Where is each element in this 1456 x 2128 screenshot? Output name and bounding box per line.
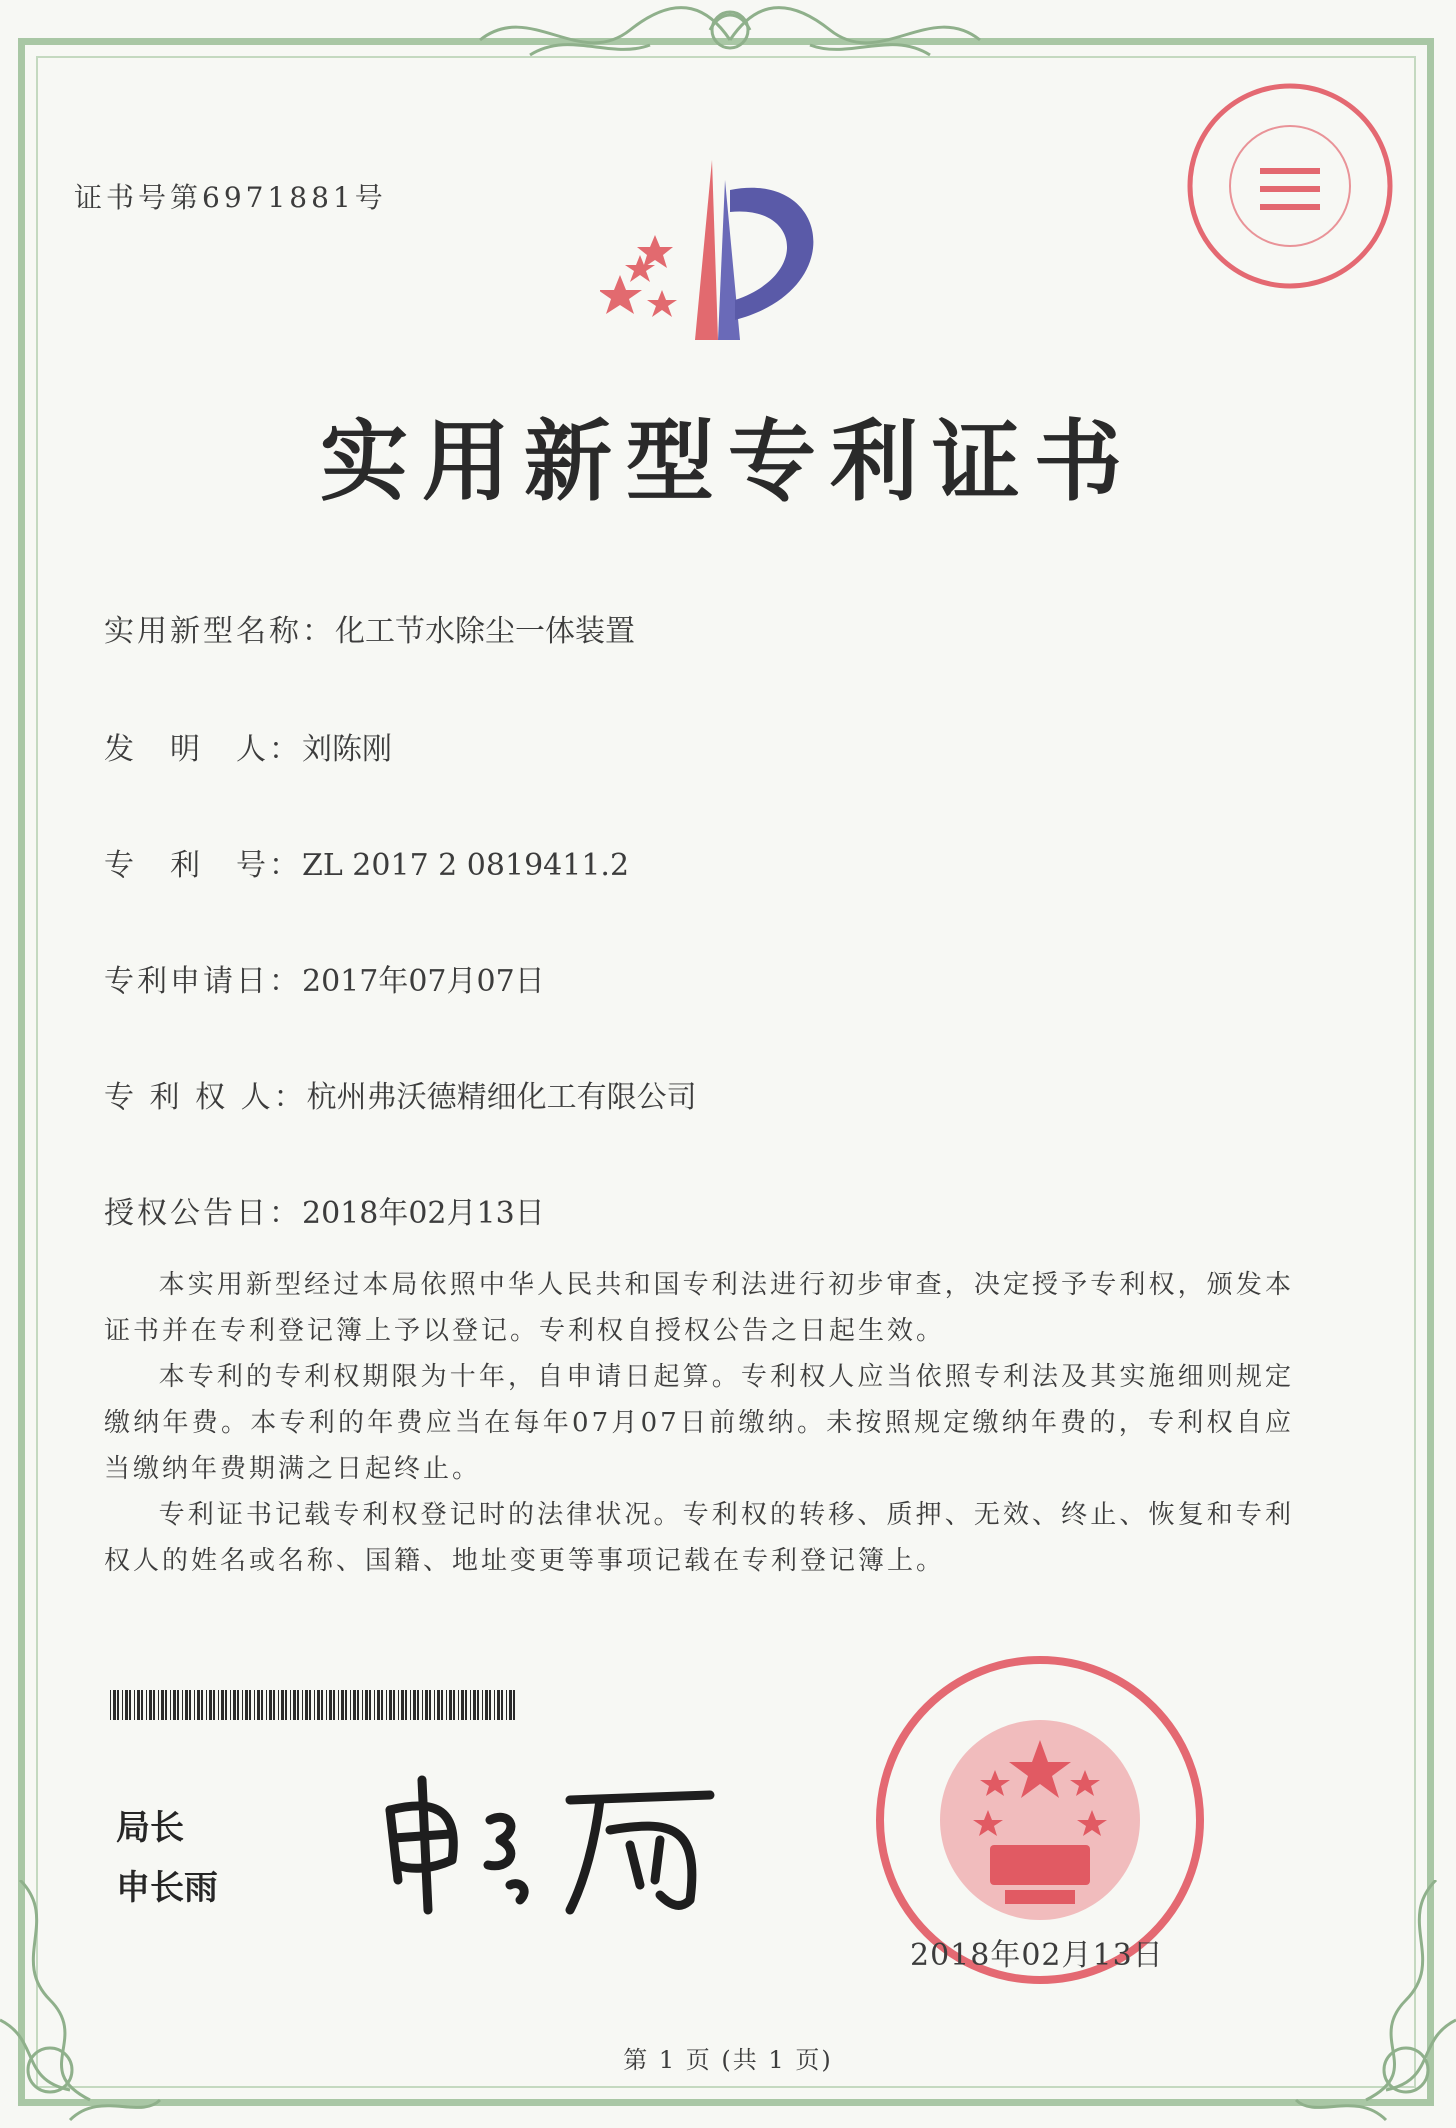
- barcode-bar: [362, 1690, 363, 1720]
- field-value: 刘陈刚: [302, 732, 392, 767]
- field-label: 授权公告日：: [104, 1196, 302, 1231]
- barcode-bar: [194, 1690, 195, 1720]
- barcode-bar: [129, 1690, 131, 1720]
- barcode-bar: [441, 1690, 443, 1720]
- barcode-bar: [429, 1690, 431, 1720]
- barcode-bar: [293, 1690, 296, 1720]
- barcode-bar: [317, 1690, 320, 1720]
- barcode-bar: [182, 1690, 183, 1720]
- barcode-bar: [458, 1690, 459, 1720]
- barcode-bar: [141, 1690, 143, 1720]
- barcode-bar: [245, 1690, 248, 1720]
- barcode-bar: [350, 1690, 351, 1720]
- page-number: 第 1 页 (共 1 页): [623, 2046, 833, 2074]
- certificate-number: 证书号第6971881号: [74, 181, 387, 214]
- barcode-bar: [177, 1690, 179, 1720]
- barcode-bar: [453, 1690, 455, 1720]
- barcode-bar: [497, 1690, 500, 1720]
- corner-ornament-bottom-left: [0, 1880, 170, 2128]
- barcode-bar: [314, 1690, 315, 1720]
- barcode-bar: [261, 1690, 263, 1720]
- barcode-bar: [473, 1690, 476, 1720]
- barcode-bar: [417, 1690, 419, 1720]
- barcode-bar: [165, 1690, 167, 1720]
- issue-date: 2018年02月13日: [910, 1938, 1164, 1973]
- field-inventor: [104, 724, 392, 768]
- barcode-bar: [117, 1690, 119, 1720]
- barcode-bar: [134, 1690, 135, 1720]
- field-label: 专利申请日：: [104, 964, 302, 999]
- barcode-bar: [333, 1690, 335, 1720]
- barcode-bar: [326, 1690, 327, 1720]
- certificate-title: 实用新型专利证书: [319, 410, 1136, 513]
- barcode-bar: [410, 1690, 411, 1720]
- barcode-bar: [249, 1690, 251, 1720]
- field-label: 专 利 权 人：: [104, 1080, 307, 1115]
- body-paragraph: 本专利的专利权期限为十年，自申请日起算。专利权人应当依照专利法及其实施细则规定缴纳年费。本专利的年费应当在每年07月07日前缴纳。未按照规定缴纳年费的，专利权自应当缴纳年费期满之日起终止。: [104, 1362, 1294, 1484]
- barcode-bar: [513, 1690, 515, 1720]
- barcode-bar: [137, 1690, 140, 1720]
- barcode-bar: [465, 1690, 467, 1720]
- barcode-bar: [297, 1690, 299, 1720]
- barcode-bar: [113, 1690, 116, 1720]
- barcode-bar: [153, 1690, 155, 1720]
- barcode-bar: [338, 1690, 339, 1720]
- barcode-bar: [369, 1690, 371, 1720]
- barcode-bar: [389, 1690, 392, 1720]
- field-utility-model-name: [104, 606, 635, 650]
- field-value: 杭州弗沃德精细化工有限公司: [306, 1080, 697, 1115]
- barcode-bar: [290, 1690, 291, 1720]
- field-value: ZL 2017 2 0819411.2: [302, 848, 630, 883]
- barcode-bar: [506, 1690, 507, 1720]
- barcode-bar: [302, 1690, 303, 1720]
- barcode-bar: [449, 1690, 452, 1720]
- barcode-bar: [218, 1690, 219, 1720]
- barcode-bar: [393, 1690, 395, 1720]
- barcode-bar: [110, 1690, 111, 1720]
- barcode-bar: [230, 1690, 231, 1720]
- barcode-bar: [285, 1690, 287, 1720]
- barcode-bar: [158, 1690, 159, 1720]
- barcode-bar: [122, 1690, 123, 1720]
- barcode-bar: [425, 1690, 428, 1720]
- barcode-bar: [185, 1690, 188, 1720]
- barcode-bar: [437, 1690, 440, 1720]
- barcode-bar: [381, 1690, 383, 1720]
- body-paragraph: 专利证书记载专利权登记时的法律状况。专利权的转移、质押、无效、终止、恢复和专利权人的姓名或名称、国籍、地址变更等事项记载在专利登记簿上。: [104, 1500, 1294, 1576]
- barcode-bar: [501, 1690, 503, 1720]
- barcode-bar: [386, 1690, 387, 1720]
- barcode: [110, 1690, 516, 1720]
- director-name: 申长雨: [116, 1868, 218, 1908]
- field-label: 实用新型名称：: [104, 614, 335, 649]
- barcode-bar: [509, 1690, 512, 1720]
- barcode-bar: [161, 1690, 164, 1720]
- field-value: 2017年07月07日: [302, 964, 545, 999]
- barcode-bar: [201, 1690, 203, 1720]
- barcode-bar: [266, 1690, 267, 1720]
- barcode-bar: [209, 1690, 212, 1720]
- director-title: 局长: [116, 1808, 184, 1848]
- barcode-bar: [434, 1690, 435, 1720]
- top-ornament: [470, 0, 990, 70]
- barcode-bar: [125, 1690, 128, 1720]
- barcode-bar: [321, 1690, 323, 1720]
- barcode-bar: [482, 1690, 483, 1720]
- barcode-bar: [273, 1690, 275, 1720]
- barcode-bar: [146, 1690, 147, 1720]
- barcode-bar: [341, 1690, 344, 1720]
- barcode-bar: [170, 1690, 171, 1720]
- barcode-bar: [489, 1690, 491, 1720]
- barcode-bar: [446, 1690, 447, 1720]
- barcode-bar: [213, 1690, 215, 1720]
- field-value: 化工节水除尘一体装置: [335, 614, 635, 649]
- field-application-date: [104, 956, 545, 1000]
- field-label: 发 明 人：: [104, 732, 302, 767]
- barcode-bar: [422, 1690, 423, 1720]
- director-signature: [370, 1770, 730, 1920]
- barcode-bar: [377, 1690, 380, 1720]
- barcode-bar: [173, 1690, 176, 1720]
- body-paragraph: 本实用新型经过本局依照中华人民共和国专利法进行初步审查，决定授予专利权，颁发本证书并在专利登记簿上予以登记。专利权自授权公告之日起生效。: [104, 1270, 1294, 1346]
- barcode-bar: [225, 1690, 227, 1720]
- field-patent-number: [104, 840, 629, 884]
- barcode-bar: [269, 1690, 272, 1720]
- barcode-bar: [257, 1690, 260, 1720]
- barcode-bar: [233, 1690, 236, 1720]
- barcode-bar: [149, 1690, 152, 1720]
- corner-ornament-bottom-right: [1286, 1880, 1456, 2128]
- barcode-bar: [477, 1690, 479, 1720]
- barcode-bar: [309, 1690, 311, 1720]
- barcode-bar: [189, 1690, 191, 1720]
- barcode-bar: [413, 1690, 416, 1720]
- barcode-bar: [345, 1690, 347, 1720]
- barcode-bar: [281, 1690, 284, 1720]
- barcode-bar: [461, 1690, 464, 1720]
- barcode-bar: [405, 1690, 407, 1720]
- barcode-bar: [237, 1690, 239, 1720]
- barcode-bar: [254, 1690, 255, 1720]
- field-patentee: [104, 1072, 697, 1116]
- barcode-bar: [365, 1690, 368, 1720]
- barcode-bar: [353, 1690, 356, 1720]
- barcode-bar: [470, 1690, 471, 1720]
- barcode-bar: [374, 1690, 375, 1720]
- field-value: 2018年02月13日: [302, 1196, 545, 1231]
- barcode-bar: [357, 1690, 359, 1720]
- certificate-body: [104, 1262, 1294, 1584]
- barcode-bar: [221, 1690, 224, 1720]
- barcode-bar: [305, 1690, 308, 1720]
- field-label: 专 利 号：: [104, 848, 302, 883]
- barcode-bar: [329, 1690, 332, 1720]
- barcode-bar: [398, 1690, 399, 1720]
- tax-stamp-seal: [1180, 76, 1400, 296]
- patent-office-logo-icon: [600, 150, 860, 350]
- barcode-bar: [494, 1690, 495, 1720]
- barcode-bar: [401, 1690, 404, 1720]
- barcode-bar: [242, 1690, 243, 1720]
- barcode-bar: [485, 1690, 488, 1720]
- barcode-bar: [278, 1690, 279, 1720]
- barcode-bar: [206, 1690, 207, 1720]
- field-grant-date: [104, 1188, 545, 1232]
- barcode-bar: [197, 1690, 200, 1720]
